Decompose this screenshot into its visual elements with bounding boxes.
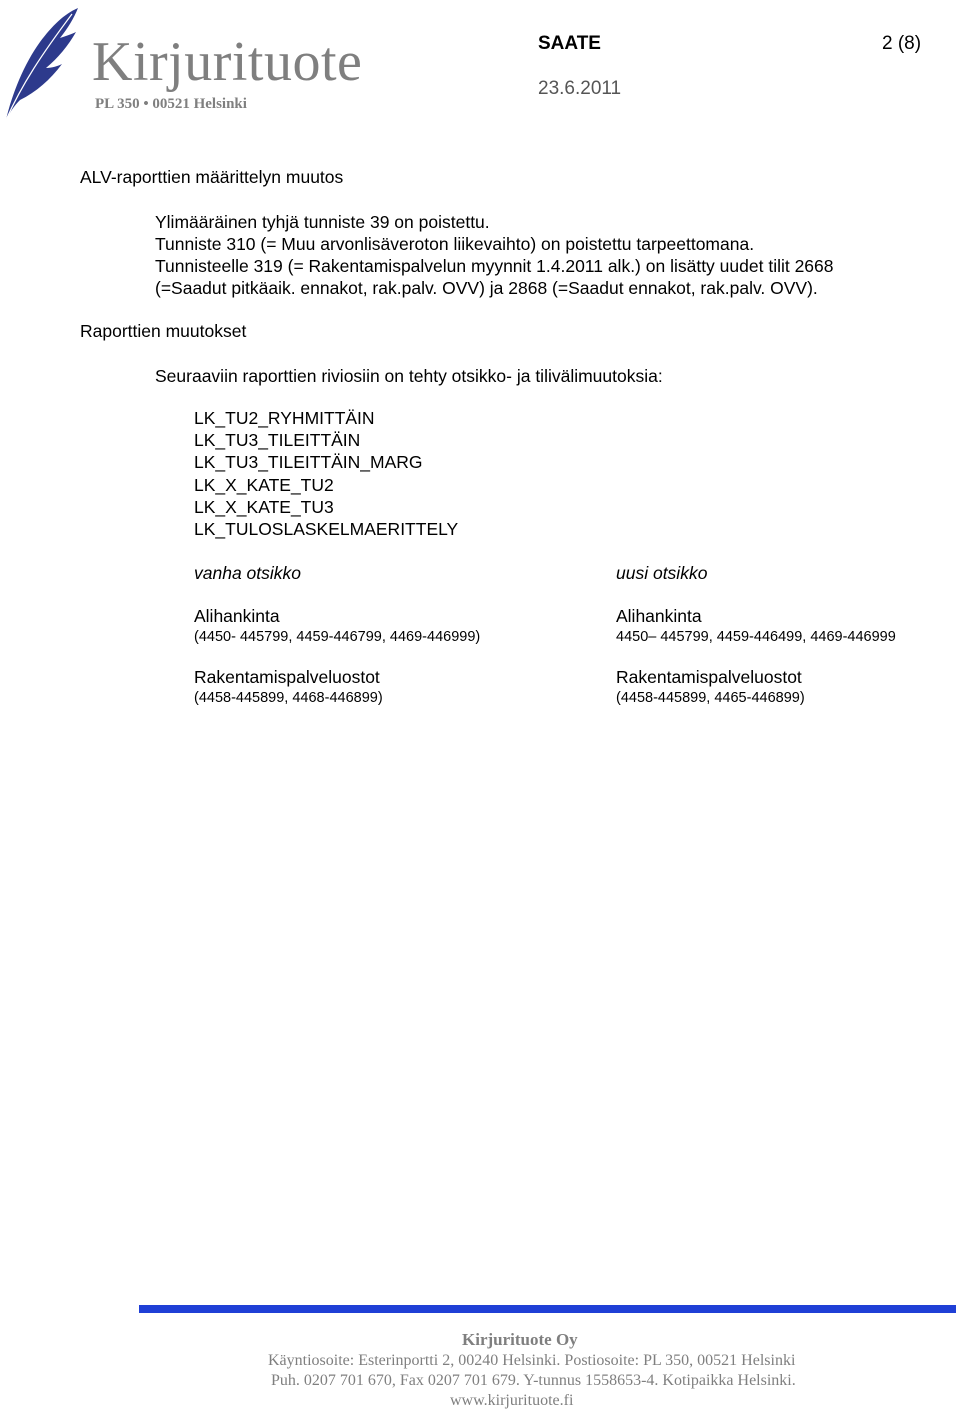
- new-title: Alihankinta: [616, 606, 702, 626]
- old-title: Rakentamispalveluostot: [194, 667, 380, 687]
- footer-company: Kirjurituote Oy: [462, 1330, 578, 1349]
- list-item: LK_TU3_TILEITTÄIN_MARG: [194, 452, 423, 472]
- column-header-old: vanha otsikko: [194, 563, 302, 583]
- footer-contact: Puh. 0207 701 670, Fax 0207 701 679. Y-tunnus 1558653-4. Kotipaikka Helsinki.: [271, 1372, 796, 1389]
- footer-divider: [139, 1305, 956, 1313]
- new-range: (4458-445899, 4465-446899): [616, 690, 805, 706]
- list-item: LK_X_KATE_TU2: [194, 475, 334, 495]
- paragraph-line: Tunnisteelle 319 (= Rakentamispalvelun myynnit 1.4.2011 alk.) on lisätty uudet tilit 2668: [155, 256, 834, 276]
- section-heading: Raporttien muutokset: [80, 321, 247, 341]
- footer-website[interactable]: www.kirjurituote.fi: [450, 1392, 574, 1409]
- paragraph-line: Tunniste 310 (= Muu arvonlisäveroton liikevaihto) on poistettu tarpeettomana.: [155, 234, 755, 254]
- list-item: LK_TU2_RYHMITTÄIN: [194, 408, 375, 428]
- logo-name: Kirjurituote: [92, 31, 363, 93]
- list-item: LK_TULOSLASKELMAERITTELY: [194, 519, 459, 539]
- quill-pen-icon: [2, 4, 82, 122]
- list-item: LK_X_KATE_TU3: [194, 497, 334, 517]
- list-item: LK_TU3_TILEITTÄIN: [194, 430, 361, 450]
- old-range: (4450- 445799, 4459-446799, 4469-446999): [194, 629, 481, 645]
- paragraph-line: Ylimääräinen tyhjä tunniste 39 on poistettu.: [155, 212, 490, 232]
- page-number: 2 (8): [882, 33, 922, 54]
- logo-address: PL 350 • 00521 Helsinki: [95, 96, 247, 112]
- intro-text: Seuraaviin raporttien riviosiin on tehty otsikko- ja tilivälimuutoksia:: [155, 366, 663, 386]
- doc-date: 23.6.2011: [538, 78, 622, 99]
- old-title: Alihankinta: [194, 606, 280, 626]
- new-title: Rakentamispalveluostot: [616, 667, 802, 687]
- new-range: 4450– 445799, 4459-446499, 4469-446999: [616, 629, 896, 645]
- doc-type: SAATE: [538, 33, 601, 54]
- section-heading: ALV-raporttien määrittelyn muutos: [80, 167, 344, 187]
- old-range: (4458-445899, 4468-446899): [194, 690, 383, 706]
- footer-address: Käyntiosoite: Esterinportti 2, 00240 Helsinki. Postiosoite: PL 350, 00521 Helsinki: [268, 1352, 796, 1369]
- paragraph-line: (=Saadut pitkäaik. ennakot, rak.palv. OVV) ja 2868 (=Saadut ennakot, rak.palv. OVV).: [155, 278, 818, 298]
- column-header-new: uusi otsikko: [616, 563, 708, 583]
